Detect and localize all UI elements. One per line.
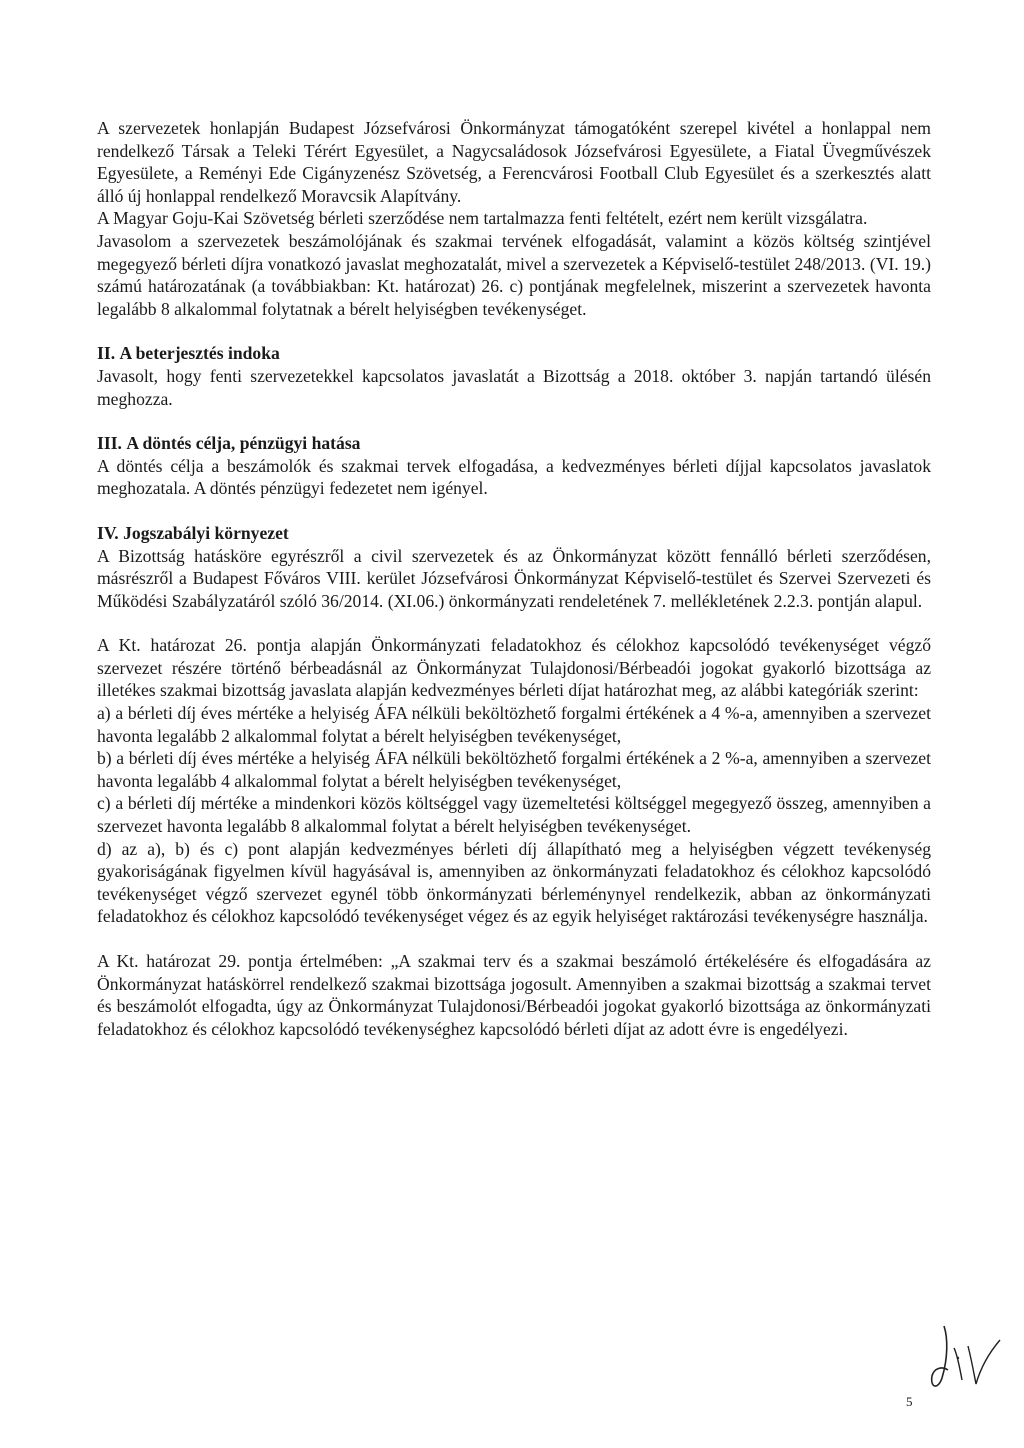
kt26-intro: A Kt. határozat 26. pontja alapján Önkormányzati feladatokhoz és célokhoz kapcsolódó tevékenységet végző szervezet részére történő bérbeadásnál az Önkormányzat Tulajdonosi/Bérbeadói jogokat gyakorló bizottsága az illetékes szakmai bizottság javaslata alapján kedvezményes bérleti díjat határozhat meg, az alábbi kategóriák szerint: xyxy=(97,635,931,701)
section-title: A döntés célja, pénzügyi hatása xyxy=(126,433,361,454)
paragraph-goju-kai: A Magyar Goju-Kai Szövetség bérleti szerződése nem tartalmazza fenti feltételt, ezért nem került vizsgálatra. xyxy=(97,208,868,229)
section-title: A beterjesztés indoka xyxy=(119,343,280,364)
kt26-item-d: d) az a), b) és c) pont alapján kedvezményes bérleti díj állapítható meg a helyiségben végzett tevékenység gyakoriságának figyelmen kívül hagyásával is, amennyiben az önkormányzati feladatokhoz és célokhoz kapcsolódó tevékenységet végző szervezet egynél több önkormányzati bérleménynyel rendelkezik, abban az önkormányzati feladatokhoz és célokhoz kapcsolódó tevékenységet végez és az egyik helyiséget raktározási tevékenységre használja. xyxy=(97,838,931,927)
section-text-iii: A döntés célja a beszámolók és szakmai tervek elfogadása, a kedvezményes bérleti díjjal kapcsolatos javaslatok meghozatala. A döntés pénzügyi fedezetet nem igényel. xyxy=(97,455,931,499)
section-heading-iv xyxy=(97,522,931,545)
paragraph-proposal: Javasolom a szervezetek beszámolójának és szakmai tervének elfogadását, valamint a közös költség szintjével megegyező bérleti díjra vonatkozó javaslat meghozatalát, mivel a szervezetek a Képviselő-testület 248/2013. (VI. 19.) számú határozatának (a továbbiakban: Kt. határozat) 26. c) pontjának megfelelnek, miszerint a szervezetek havonta legalább 8 alkalommal folytatnak a bérelt helyiségben tevékenységet. xyxy=(97,230,931,319)
section-heading-ii xyxy=(97,342,931,365)
section-number: II. xyxy=(97,343,116,364)
page-number: 5 xyxy=(906,1394,913,1409)
section-number: IV. xyxy=(97,522,119,543)
kt29-paragraph: A Kt. határozat 29. pontja értelmében: „A szakmai terv és a szakmai beszámoló értékelésére és elfogadására az Önkormányzat hatáskörrel rendelkező szakmai bizottsága jogosult. Amennyiben a szakmai bizottság a szakmai tervet és beszámolót elfogadta, úgy az Önkormányzat Tulajdonosi/Bérbeadói jogokat gyakorló bizottsága az önkormányzati feladatokhoz és célokhoz kapcsolódó tevékenységhez kapcsolódó bérleti díjat az adott évre is engedélyezi. xyxy=(97,951,931,1039)
section-number: III. xyxy=(97,433,122,454)
section-text-iv: A Bizottság hatásköre egyrészről a civil szervezetek és az Önkormányzat között fennálló bérleti szerződésen, másrészről a Budapest Főváros VIII. kerület Józsefvárosi Önkormányzat Képviselő-testület és Szervei Szervezeti és Működési Szabályzatáról szóló 36/2014. (XI.06.) önkormányzati rendeletének 7. mellékletének 2.2.3. pontján alapul. xyxy=(97,545,931,611)
section-heading-iii xyxy=(97,432,931,455)
kt26-item-b: b) a bérleti díj éves mértéke a helyiség ÁFA nélküli beköltözhető forgalmi értékének a 2 %-a, amennyiben a szervezet havonta legalább 4 alkalommal folytat a bérelt helyiségben tevékenységet, xyxy=(97,748,931,791)
paragraph-websites: A szervezetek honlapján Budapest Józsefvárosi Önkormányzat támogatóként szerepel kivétel a honlappal nem rendelkező Társak a Teleki Térért Egyesület, a Nagycsaládosok Józsefvárosi Egyesülete, a Fiatal Üvegművészek Egyesülete, a Reményi Ede Cigányzenész Szövetség, a Ferencvárosi Football Club Egyesület és a szerkesztés alatt álló új honlappal rendelkező Moravcsik Alapítvány. xyxy=(97,118,931,206)
kt26-item-a: a) a bérleti díj éves mértéke a helyiség ÁFA nélküli beköltözhető forgalmi értékének a 4 %-a, amennyiben a szervezet havonta legalább 2 alkalommal folytat a bérelt helyiségben tevékenységet, xyxy=(97,703,931,746)
document-body xyxy=(97,117,931,1040)
section-title: Jogszabályi környezet xyxy=(123,522,289,543)
signature-icon xyxy=(918,1318,1018,1398)
kt26-item-c: c) a bérleti díj mértéke a mindenkori közös költséggel vagy üzemeltetési költséggel megegyező összeg, amennyiben a szervezet havonta legalább 8 alkalommal folytat a bérelt helyiségben tevékenységet. xyxy=(97,793,931,837)
section-text-ii: Javasolt, hogy fenti szervezetekkel kapcsolatos javaslatát a Bizottság a 2018. október 3. napján tartandó ülésén meghozza. xyxy=(97,365,931,409)
